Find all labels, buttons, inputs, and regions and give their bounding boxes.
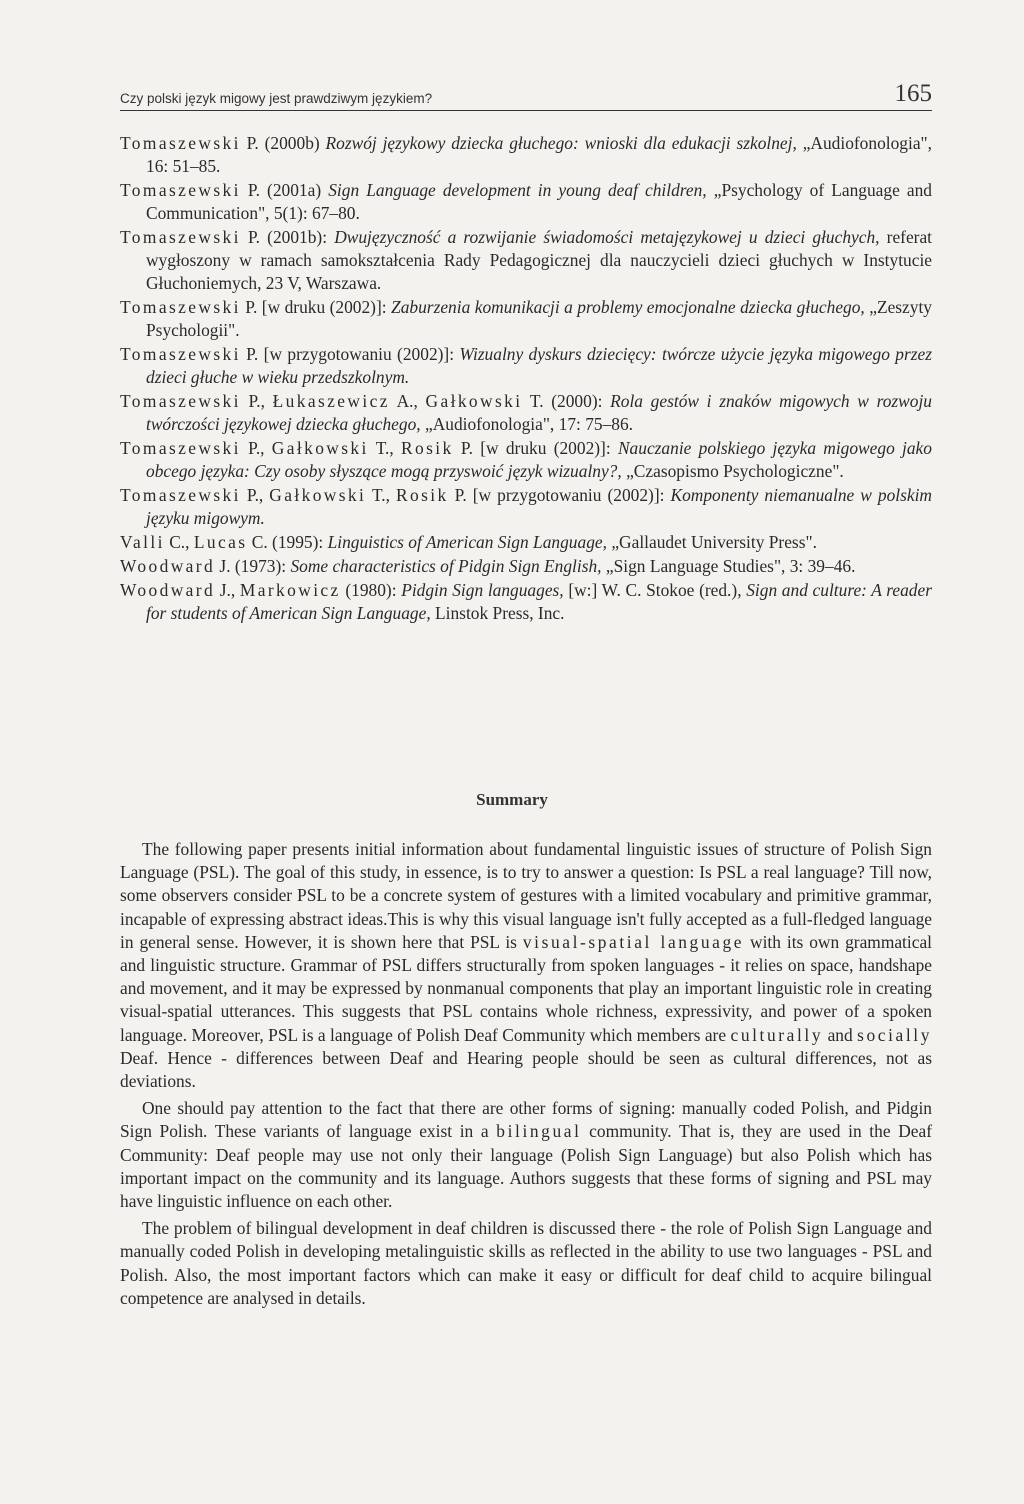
reference-title: Rozwój językowy dziecka głuchego: wnioski dla edukacji szkolnej, (325, 133, 797, 153)
reference-text: C., (164, 532, 194, 552)
reference-item (120, 579, 932, 625)
reference-text: „Czasopismo Psychologiczne". (621, 461, 844, 481)
summary-heading: Summary (476, 790, 548, 809)
reference-title: Pidgin Sign languages, (401, 580, 564, 600)
paragraph-text: and (823, 1024, 858, 1045)
running-title: Czy polski język migowy jest prawdziwym językiem? (120, 91, 433, 106)
reference-text: P., (240, 438, 272, 458)
reference-author: Tomaszewski (120, 485, 241, 505)
reference-title: Rola gestów i znaków migowych w rozwoju twórczości językowej dziecka głuchego, (146, 391, 932, 434)
reference-text: P. (2001a) (240, 180, 329, 200)
paragraph-text: One should pay attention to the fact that there are other forms of signing: manually coded Polish, and Pidgin Sign Polish. These variants of language exist in a (120, 1098, 932, 1142)
reference-text: Linstok Press, Inc. (430, 603, 565, 623)
reference-author: Gałkowski (269, 485, 367, 505)
reference-text: „Psychology of Language and Communication", 5(1): 67–80. (146, 180, 932, 223)
reference-author: Łukaszewicz (272, 391, 390, 411)
paragraph-text: The problem of bilingual development in deaf children is discussed there - the role of Polish Sign Language and manually coded Polish in developing metalinguistic skills as reflected in the ability to use two languages - PSL and Polish. Also, the most important factors which can make it easy or difficult for deaf child to acquire bilingual competence are analysed in details. (120, 1218, 932, 1308)
reference-text: referat wygłoszony w ramach samokształcenia Rady Pedagogicznej dla nauczycieli dzieci głuchych w Instytucie Głuchoniemych, 23 V, Warszawa. (146, 227, 933, 293)
summary-paragraph (120, 1097, 932, 1213)
reference-author: Woodward (120, 556, 216, 576)
reference-author: Lucas (193, 532, 248, 552)
spaced-emphasis: visual-spatial language (522, 931, 745, 952)
reference-item (120, 226, 932, 295)
reference-text: P., (240, 485, 270, 505)
reference-title: Linguistics of American Sign Language, (327, 532, 607, 552)
reference-item (120, 132, 932, 178)
reference-title: Some characteristics of Pidgin Sign English, (290, 556, 602, 576)
reference-text: T., (368, 438, 402, 458)
reference-author: Woodward (120, 580, 216, 600)
reference-text: C. (1995): (247, 532, 328, 552)
reference-text: P., (240, 391, 273, 411)
reference-author: Gałkowski (271, 438, 369, 458)
running-header (120, 76, 932, 111)
reference-text: P. [w przygotowaniu (2002)]: (240, 344, 460, 364)
paragraph-text: community. That is, they are used in the Deaf Community: Deaf people may use not only their language (Polish Sign Language) but also Polish which has important impact on the community and its language. Authors suggests that these forms of signing and PSL may have linguistic influence on each other. (120, 1121, 932, 1212)
reference-title: Nauczanie polskiego języka migowego jako obcego języka: Czy osoby słyszące mogą przyswoić język wizualny?, (146, 438, 932, 481)
reference-title: Sign Language development in young deaf children, (328, 180, 707, 200)
reference-item (120, 343, 932, 389)
paragraph-text: Deaf. Hence - differences between Deaf and Hearing people should be seen as cultural differences, not as deviations. (120, 1047, 932, 1092)
reference-title: Dwujęzyczność a rozwijanie świadomości metajęzykowej u dzieci głuchych, (334, 227, 880, 247)
reference-text: „Audiofonologia", 17: 75–86. (420, 414, 634, 434)
reference-text: A., (389, 391, 426, 411)
page-number: 165 (894, 80, 932, 107)
spaced-emphasis: bilingual (496, 1121, 582, 1142)
reference-text: „Gallaudet University Press". (606, 532, 817, 552)
reference-title: Zaburzenia komunikacji a problemy emocjonalne dziecka głuchego, (391, 297, 865, 317)
paragraph-text: with its own grammatical and linguistic structure. Grammar of PSL differs structurally from spoken languages - it relies on space, handshape and movement, and it may be expressed by nonmanual components that play an important linguistic role in creating visual-spatial utterances. This suggests that PSL contains whole richness, expressivity, and power of a spoken language. Moreover, PSL is a language of Polish Deaf Community which members are (120, 931, 932, 1045)
reference-text: P. [w druku (2002)]: (240, 297, 392, 317)
reference-author: Valli (120, 532, 165, 552)
reference-text: (1980): (340, 580, 402, 600)
reference-title: Sign and culture: A reader for students of American Sign Language, (146, 580, 932, 623)
reference-author: Tomaszewski (120, 227, 241, 247)
reference-text: T. (2000): (522, 391, 611, 411)
reference-text: P. [w druku (2002)]: (453, 438, 618, 458)
paragraph-text: The following paper presents initial information about fundamental linguistic issues of structure of Polish Sign Language (PSL). The goal of this study, in essence, is to try to answer a question: Is PSL a real language? Till now, some observers consider PSL to be a concrete system of gestures with a limited vocabulary and primitive grammar, incapable of expressing abstract ideas.This is why this visual language isn't fully accepted as a full-fledged language in general sense. However, it is shown here that PSL is (120, 839, 932, 952)
summary-paragraph (120, 1217, 932, 1310)
reference-text: P. (2000b) (240, 133, 326, 153)
reference-item (120, 390, 932, 436)
reference-item (120, 179, 932, 225)
reference-text: „Zeszyty Psychologii". (146, 297, 932, 340)
summary-body (120, 838, 932, 1314)
spaced-emphasis: culturally (730, 1024, 824, 1045)
reference-author: Tomaszewski (120, 133, 241, 153)
reference-author: Tomaszewski (120, 297, 241, 317)
reference-author: Tomaszewski (120, 180, 241, 200)
reference-text: J. (1973): (215, 556, 291, 576)
reference-author: Rosik (396, 485, 449, 505)
reference-item (120, 437, 932, 483)
reference-list (120, 132, 932, 626)
reference-text: P. [w przygotowaniu (2002)]: (448, 485, 671, 505)
reference-item (120, 555, 932, 578)
reference-author: Tomaszewski (120, 344, 241, 364)
reference-text: „Audiofonologia", 16: 51–85. (146, 133, 932, 176)
reference-item (120, 296, 932, 342)
spaced-emphasis: socially (857, 1024, 933, 1045)
reference-text: [w:] W. C. Stokoe (red.), (563, 580, 747, 600)
reference-text: T., (366, 485, 397, 505)
reference-title: Komponenty niemanualne w polskim języku migowym. (146, 485, 932, 528)
reference-author: Markowicz (239, 580, 341, 600)
reference-title: Wizualny dyskurs dziecięcy: twórcze użycie języka migowego przez dzieci głuche w wieku przedszkolnym. (146, 344, 932, 387)
reference-item (120, 484, 932, 530)
reference-author: Tomaszewski (120, 391, 241, 411)
reference-item (120, 531, 932, 554)
reference-author: Tomaszewski (120, 438, 241, 458)
reference-text: J., (215, 580, 240, 600)
reference-author: Rosik (401, 438, 454, 458)
reference-text: P. (2001b): (240, 227, 335, 247)
reference-author: Gałkowski (425, 391, 523, 411)
summary-paragraph (120, 838, 932, 1093)
reference-text: „Sign Language Studies", 3: 39–46. (601, 556, 856, 576)
